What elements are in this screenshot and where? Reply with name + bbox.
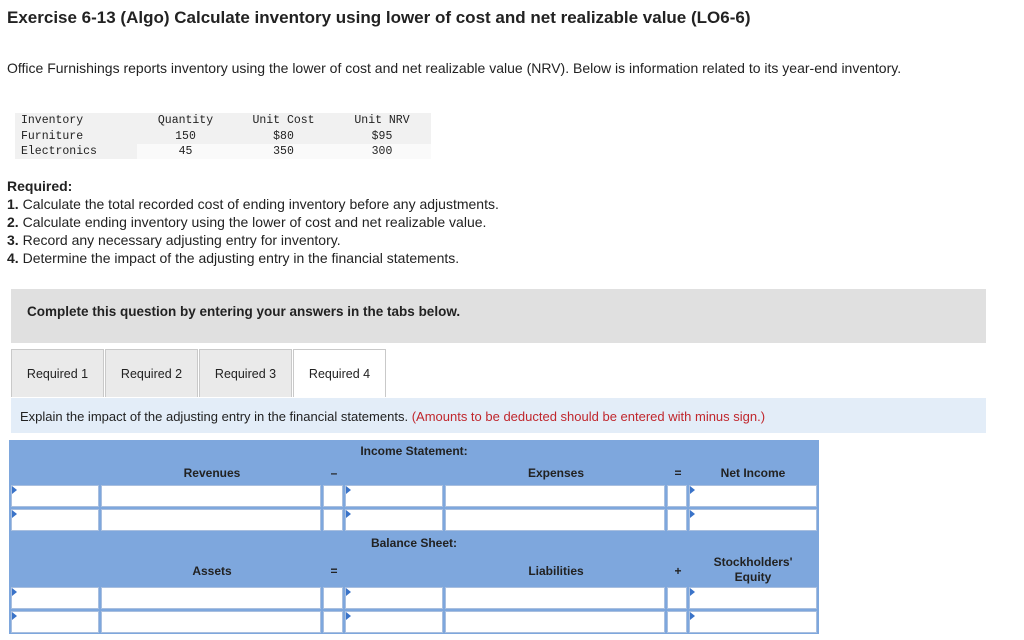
is-row1-op-cell — [323, 485, 343, 507]
required-item-2 — [7, 213, 499, 231]
input-marker-icon — [12, 510, 17, 518]
input-marker-icon — [346, 588, 351, 596]
financial-statements-grid — [9, 440, 819, 634]
row-furniture-nrv: $95 — [371, 130, 393, 143]
op-plus: + — [674, 564, 682, 578]
input-marker-icon — [690, 612, 695, 620]
instruction-main: Explain the impact of the adjusting entry in the financial statements. — [20, 409, 409, 424]
bs-row1-liabilities[interactable] — [445, 587, 665, 609]
row-electronics-nrv: 300 — [371, 145, 393, 158]
op-equals-bs: = — [330, 564, 338, 578]
is-row2-net-income-input[interactable] — [690, 510, 816, 530]
bs-row1-account[interactable] — [11, 587, 99, 609]
row-furniture-name: Furniture — [15, 129, 137, 144]
required-num: 1. — [7, 196, 19, 212]
header-unit-nrv: Unit NRV — [354, 114, 410, 127]
col-stockholders-equity: Stockholders' Equity — [713, 555, 793, 584]
required-num: 3. — [7, 232, 19, 248]
is-row2-revenues-input[interactable] — [102, 510, 320, 530]
is-row2-op2-cell — [667, 509, 687, 531]
is-row1-expenses-input[interactable] — [446, 486, 664, 506]
input-marker-icon — [12, 588, 17, 596]
row-electronics-quantity: 45 — [178, 145, 193, 158]
bs-row2-liabilities[interactable] — [445, 611, 665, 633]
is-row2-op-cell — [323, 509, 343, 531]
required-num: 2. — [7, 214, 19, 230]
is-row1-op2-cell — [667, 485, 687, 507]
bs-row1-op2-cell — [667, 587, 687, 609]
is-row2-net-income[interactable] — [689, 509, 817, 531]
bs-row1-equity[interactable] — [689, 587, 817, 609]
bs-row2-account-input[interactable] — [12, 612, 98, 632]
col-revenues: Revenues — [183, 466, 241, 480]
required-item-1 — [7, 195, 499, 213]
is-row2-expenses-input[interactable] — [446, 510, 664, 530]
bs-row2-op-cell — [323, 611, 343, 633]
bs-row2-equity-input[interactable] — [690, 612, 816, 632]
required-text: Calculate the total recorded cost of ending inventory before any adjustments. — [22, 196, 499, 212]
col-net-income: Net Income — [720, 466, 786, 480]
tab-required-4[interactable]: Required 4 — [293, 349, 386, 397]
bs-row2-assets-input[interactable] — [102, 612, 320, 632]
required-text: Determine the impact of the adjusting entry in the financial statements. — [22, 250, 460, 266]
intro-text: Office Furnishings reports inventory using the lower of cost and net realizable value (NRV). Below is information related to its year-end inventory. — [7, 60, 902, 76]
op-minus: – — [330, 466, 338, 480]
bs-row2-equity[interactable] — [689, 611, 817, 633]
is-row1-expense-account-input[interactable] — [346, 486, 442, 506]
required-text: Record any necessary adjusting entry for inventory. — [22, 232, 341, 248]
required-section — [7, 177, 499, 267]
input-marker-icon — [346, 510, 351, 518]
required-tabs — [11, 349, 387, 398]
row-furniture-cost: $80 — [273, 130, 294, 143]
bs-row1-op-cell — [323, 587, 343, 609]
col-assets: Assets — [192, 564, 232, 578]
is-row1-revenues[interactable] — [101, 485, 321, 507]
header-unit-cost: Unit Cost — [252, 114, 315, 127]
bs-row2-liab-account[interactable] — [345, 611, 443, 633]
row-furniture-quantity: 150 — [175, 130, 196, 143]
is-row2-account-input[interactable] — [12, 510, 98, 530]
inventory-header-row — [15, 113, 431, 129]
is-row1-account[interactable] — [11, 485, 99, 507]
header-inventory: Inventory — [21, 114, 84, 127]
exercise-title: Exercise 6-13 (Algo) Calculate inventory using lower of cost and net realizable value (LO6-6) — [7, 8, 751, 27]
bs-row1-assets[interactable] — [101, 587, 321, 609]
input-marker-icon — [12, 486, 17, 494]
is-row1-net-income[interactable] — [689, 485, 817, 507]
instruction-text — [20, 409, 765, 424]
bs-row1-equity-input[interactable] — [690, 588, 816, 608]
tab-required-2[interactable]: Required 2 — [105, 349, 198, 397]
instruction-note: (Amounts to be deducted should be entered with minus sign.) — [411, 409, 766, 424]
input-marker-icon — [690, 486, 695, 494]
bs-row1-liab-account[interactable] — [345, 587, 443, 609]
input-marker-icon — [346, 486, 351, 494]
is-row2-account[interactable] — [11, 509, 99, 531]
is-row2-expense-account-input[interactable] — [346, 510, 442, 530]
input-marker-icon — [12, 612, 17, 620]
bs-row2-assets[interactable] — [101, 611, 321, 633]
income-statement-title: Income Statement: — [360, 444, 468, 458]
instruction-box — [11, 398, 986, 433]
col-liabilities: Liabilities — [528, 564, 584, 578]
bs-row2-op2-cell — [667, 611, 687, 633]
header-quantity: Quantity — [157, 114, 214, 127]
input-marker-icon — [346, 612, 351, 620]
inventory-table — [15, 113, 431, 159]
required-item-4 — [7, 249, 499, 267]
complete-text: Complete this question by entering your answers in the tabs below. — [27, 304, 461, 319]
bs-row2-liab-account-input[interactable] — [346, 612, 442, 632]
is-row1-expenses[interactable] — [445, 485, 665, 507]
required-heading: Required: — [7, 178, 73, 194]
bs-row2-account[interactable] — [11, 611, 99, 633]
op-equals: = — [674, 466, 682, 480]
bs-row1-liabilities-input[interactable] — [446, 588, 664, 608]
is-row1-net-income-input[interactable] — [690, 486, 816, 506]
row-electronics-cost: 350 — [273, 145, 294, 158]
complete-banner — [11, 289, 986, 343]
is-row1-expense-account[interactable] — [345, 485, 443, 507]
required-text: Calculate ending inventory using the lower of cost and net realizable value. — [22, 214, 487, 230]
is-row2-expense-account[interactable] — [345, 509, 443, 531]
col-expenses: Expenses — [527, 466, 585, 480]
is-row1-revenues-input[interactable] — [102, 486, 320, 506]
bs-row1-liab-account-input[interactable] — [346, 588, 442, 608]
input-marker-icon — [690, 588, 695, 596]
table-row — [15, 144, 431, 159]
is-row2-expenses[interactable] — [445, 509, 665, 531]
tab-required-3[interactable]: Required 3 — [199, 349, 292, 397]
bs-row1-assets-input[interactable] — [102, 588, 320, 608]
row-electronics-name: Electronics — [15, 144, 137, 159]
tab-required-1[interactable]: Required 1 — [11, 349, 104, 397]
bs-row1-account-input[interactable] — [12, 588, 98, 608]
balance-sheet-title: Balance Sheet: — [370, 536, 458, 550]
input-marker-icon — [690, 510, 695, 518]
is-row2-revenues[interactable] — [101, 509, 321, 531]
bs-row2-liabilities-input[interactable] — [446, 612, 664, 632]
is-row1-account-input[interactable] — [12, 486, 98, 506]
table-row — [15, 129, 431, 144]
required-num: 4. — [7, 250, 19, 266]
required-item-3 — [7, 231, 499, 249]
